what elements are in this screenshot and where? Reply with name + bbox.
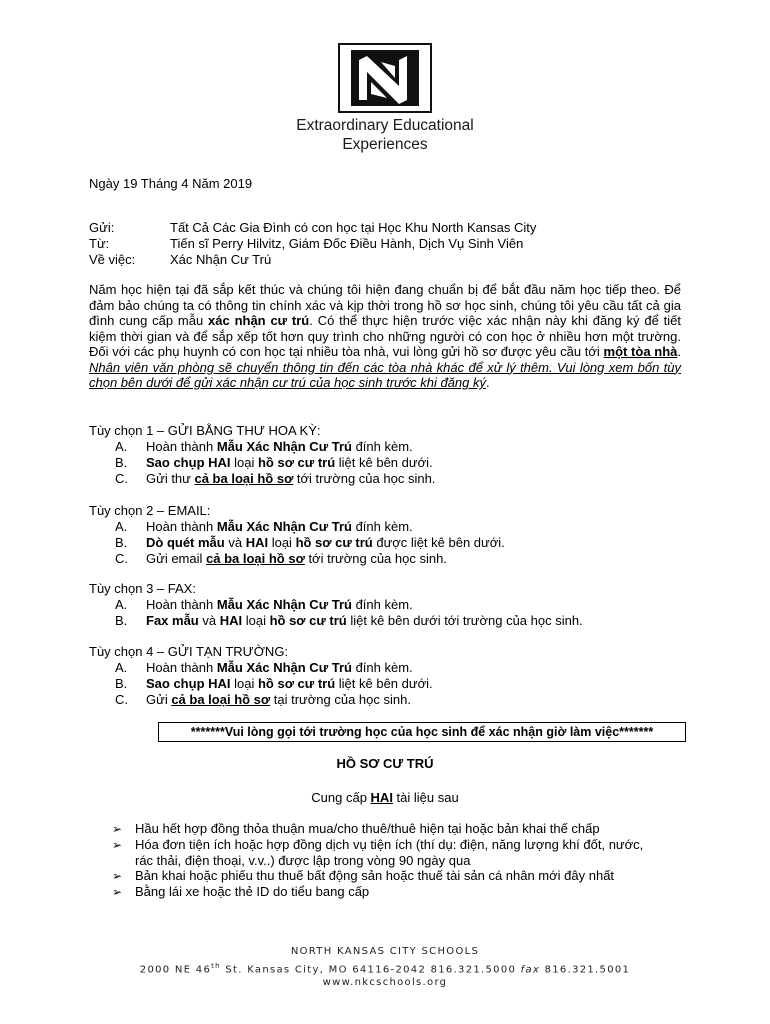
subject-label: Về việc:	[89, 252, 136, 267]
footer-address	[0, 962, 770, 975]
list-item-text: Hóa đơn tiện ích hoặc hợp đồng dịch vụ tiện ích (thí dụ: điện, năng lượng khí đốt, nước,	[135, 837, 644, 852]
subject-row	[89, 252, 689, 267]
option-2-c	[115, 551, 447, 566]
option-3-title: Tùy chọn 3 – FAX:	[89, 581, 196, 596]
item-bold: Mẫu Xác Nhận Cư Trú	[216, 660, 352, 675]
arrow-bullet-icon: ➢	[112, 869, 123, 883]
residency-instructions	[0, 790, 770, 805]
instr-bold: HAI	[370, 790, 393, 805]
item-letter: C.	[115, 551, 128, 566]
from-label: Từ:	[89, 236, 110, 251]
intro-text-2: . Có thể thực hiện trước việc xác nhận này khi đăng ký để tiết kiệm thời gian và để sắp xếp tốt hơn quy trình cho những người có con học ở nhiều hơn một trường. Đối với các phụ huynh có con học tại nhiều tòa nhà, vui lòng gửi hồ sơ được yêu cầu tới	[89, 313, 681, 359]
to-label: Gửi:	[89, 220, 115, 235]
item-bold: cả ba loại hồ sơ	[171, 692, 271, 707]
item-bold: Mẫu Xác Nhận Cư Trú	[216, 519, 352, 534]
instr-text: Cung cấp	[311, 790, 371, 805]
item-letter: A.	[115, 439, 128, 454]
item-text: Gửi thư	[146, 471, 195, 486]
list-item	[112, 821, 692, 837]
item-text: và	[198, 613, 220, 628]
intro-bold-1: xác nhận cư trú	[208, 313, 310, 328]
item-letter: B.	[115, 535, 128, 550]
intro-bold-2: một tòa nhà	[603, 344, 678, 359]
fax-label: fax	[520, 964, 541, 976]
list-item-text: Bản khai hoặc phiếu thu thuế bất động sản hoặc thuế tài sản cá nhân mới đây nhất	[135, 868, 615, 883]
item-bold: Mẫu Xác Nhận Cư Trú	[216, 439, 352, 454]
item-bold: Fax mẫu	[146, 613, 199, 628]
item-bold: hồ sơ cư trú	[295, 535, 373, 550]
intro-text-1: Năm học hiện tại đã sắp kết thúc và chúng tôi hiện đang chuẩn bị để bắt đầu năm học tiếp theo. Để đảm bảo chúng ta có thông tin chính xác và kịp thời trong hồ sơ học sinh, chúng tôi yêu cầu tất cả gia đình cung cấp mẫu	[89, 282, 681, 328]
logo-tagline	[240, 116, 530, 154]
option-4-b	[115, 676, 433, 691]
from-row	[89, 236, 689, 251]
option-4-title: Tùy chọn 4 – GỬI TẠN TRƯỜNG:	[89, 644, 289, 659]
list-item	[112, 884, 692, 900]
item-bold: hồ sơ cư trú	[257, 676, 336, 691]
item-text: tới trường của học sinh.	[293, 471, 436, 486]
item-bold: Sao chụp HAI	[146, 455, 231, 470]
item-letter: A.	[115, 660, 128, 675]
item-letter: B.	[115, 613, 128, 628]
letter-date: Ngày 19 Tháng 4 Năm 2019	[89, 176, 253, 191]
option-3-a	[115, 597, 413, 612]
logo-line-2: Experiences	[342, 136, 428, 153]
intro-paragraph	[89, 282, 681, 391]
item-text: loại	[230, 455, 258, 470]
item-text: liệt kê bên dưới.	[335, 676, 433, 691]
intro-end: .	[486, 375, 490, 390]
subject-value: Xác Nhận Cư Trú	[170, 252, 272, 267]
item-text: Hoàn thành	[146, 519, 217, 534]
item-bold: HAI	[219, 613, 243, 628]
item-text: Hoàn thành	[146, 439, 217, 454]
item-letter: B.	[115, 455, 128, 470]
item-text: đính kèm.	[351, 660, 413, 675]
item-text: liệt kê bên dưới tới trường của học sinh.	[346, 613, 583, 628]
item-text: được liệt kê bên dưới.	[372, 535, 505, 550]
option-3-b	[115, 613, 583, 628]
arrow-bullet-icon: ➢	[112, 885, 123, 899]
address-text: 2000 NE 46	[139, 964, 212, 976]
arrow-bullet-icon: ➢	[112, 838, 123, 852]
arrow-bullet-icon: ➢	[112, 822, 123, 836]
residency-heading: HỒ SƠ CƯ TRÚ	[336, 756, 434, 771]
address-text: St. Kansas City, MO 64116-2042 816.321.5000	[220, 964, 521, 976]
logo-line-1: Extraordinary Educational	[296, 117, 474, 134]
item-text: loại	[242, 613, 270, 628]
list-item-text: Bằng lái xe hoặc thẻ ID do tiểu bang cấp	[135, 884, 370, 899]
district-logo	[337, 42, 433, 114]
footer-website: www.nkcschools.org	[322, 977, 448, 988]
item-text: và	[224, 535, 246, 550]
option-2-title: Tùy chọn 2 – EMAIL:	[89, 503, 211, 518]
item-bold: hồ sơ cư trú	[257, 455, 336, 470]
list-item-text: rác thải, điện thoại, v.v..) được lập trong vòng 90 ngày qua	[135, 853, 471, 868]
call-school-notice: *******Vui lòng gọi tới trường học của học sinh để xác nhận giờ làm việc*******	[158, 722, 686, 742]
instr-text: tài liệu sau	[392, 790, 459, 805]
item-bold: cả ba loại hồ sơ	[194, 471, 294, 486]
item-text: Hoàn thành	[146, 660, 217, 675]
list-item	[112, 868, 692, 884]
item-letter: B.	[115, 676, 128, 691]
to-value: Tất Cả Các Gia Đình có con học tại Học Khu North Kansas City	[170, 220, 537, 235]
item-letter: C.	[115, 471, 128, 486]
intro-text-3: .	[677, 344, 681, 359]
item-letter: C.	[115, 692, 128, 707]
list-item-text: Hầu hết hợp đồng thỏa thuận mua/cho thuê/thuê hiện tại hoặc bản khai thế chấp	[135, 821, 600, 836]
item-text: loại	[230, 676, 258, 691]
option-4-a	[115, 660, 413, 675]
item-text: đính kèm.	[351, 519, 413, 534]
item-text: tại trường của học sinh.	[270, 692, 411, 707]
option-2-a	[115, 519, 413, 534]
item-bold: Mẫu Xác Nhận Cư Trú	[216, 597, 352, 612]
option-1-a	[115, 439, 413, 454]
item-letter: A.	[115, 519, 128, 534]
item-bold: HAI	[245, 535, 269, 550]
item-bold: cả ba loại hồ sơ	[206, 551, 305, 566]
list-item	[112, 837, 692, 869]
address-sup: th	[211, 962, 221, 970]
item-text: loại	[268, 535, 296, 550]
item-bold: Dò quét mẫu	[146, 535, 225, 550]
fax-number: 816.321.5001	[540, 964, 631, 976]
footer-org: NORTH KANSAS CITY SCHOOLS	[290, 946, 480, 957]
option-2-b	[115, 535, 505, 550]
to-row	[89, 220, 689, 235]
item-bold: Sao chụp HAI	[146, 676, 231, 691]
item-text: đính kèm.	[351, 597, 413, 612]
option-1-b	[115, 455, 433, 470]
item-text: Gửi	[146, 692, 172, 707]
option-1-title: Tùy chọn 1 – GỬI BẰNG THƯ HOA KỲ:	[89, 423, 321, 438]
item-text: tới trường của học sinh.	[304, 551, 447, 566]
item-text: đính kèm.	[351, 439, 413, 454]
option-4-c	[115, 692, 411, 707]
item-bold: hồ sơ cư trú	[269, 613, 347, 628]
item-text: Hoàn thành	[146, 597, 217, 612]
intro-italic: Nhân viên văn phòng sẽ chuyển thông tin đến các tòa nhà khác để xử lý thêm. Vui lòng xem bốn tùy chọn bên dưới để gửi xác nhận cư trú của học sinh trước khi đăng ký	[89, 359, 681, 390]
item-text: Gửi email	[146, 551, 206, 566]
item-letter: A.	[115, 597, 128, 612]
from-value: Tiến sĩ Perry Hilvitz, Giám Đốc Điều Hành, Dịch Vụ Sinh Viên	[170, 236, 524, 251]
option-1-c	[115, 471, 435, 486]
item-text: liệt kê bên dưới.	[335, 455, 433, 470]
